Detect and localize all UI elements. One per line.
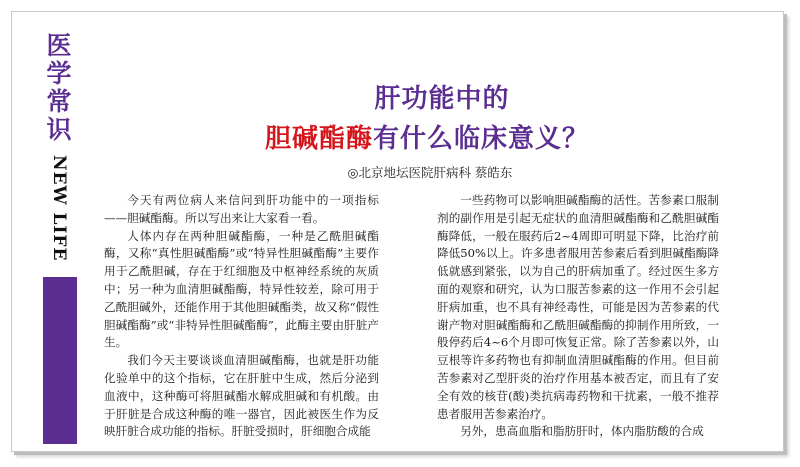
paragraph: 人体内存在两种胆碱酯酶，一种是乙酰胆碱酯酶，又称“真性胆碱酯酶”或“特异性胆碱酯酶”主要作用于乙酰胆碱，存在于红细胞及中枢神经系统的灰质中；另一种为血清胆碱酯酶，特异性较差，除可用于乙酰胆碱外，还能作用于其他胆碱酯类，故又称“假性胆碱酯酶”或“非特异性胆碱酯酶”，此酶主要由肝脏产生。 <box>104 228 379 350</box>
article-title-line2 <box>217 118 637 155</box>
section-title: 医学常识 <box>46 31 72 144</box>
article-column-right <box>437 192 719 441</box>
article-byline: ◎北京地坛医院肝病科 蔡皓东 <box>347 165 513 180</box>
article-column-left <box>104 192 379 441</box>
paragraph: 另外，患高血脂和脂肪肝时，体内脂肪酸的合成 <box>460 424 704 439</box>
article-title-rest: 有什么临床意义？ <box>373 124 590 154</box>
section-subtitle: NEW LIFE <box>49 155 69 262</box>
paragraph: 我们今天主要谈谈血清胆碱酯酶，也就是肝功能化验单中的这个指标，它在肝脏中生成，然后分泌到血液中，这种酶可将胆碱酯水解成胆碱和有机酸。由于肝脏是合成这种酶的唯一器官，因此被医生作为反映肝脏合成功能的指标。肝脏受损时，肝细胞合成能 <box>104 353 379 439</box>
article-title-line1: 肝功能中的 <box>374 84 510 114</box>
paragraph: 今天有两位病人来信问到肝功能中的一项指标——胆碱酯酶。所以写出来让大家看一看。 <box>104 193 379 225</box>
section-color-bar <box>43 277 77 444</box>
article-title-highlight: 胆碱酯酶 <box>264 124 373 154</box>
magazine-page <box>11 11 784 452</box>
paragraph: 一些药物可以影响胆碱酯酶的活性。苦参素口服制剂的副作用是引起无症状的血清胆碱酯酶和乙酰胆碱酯酶降低，一般在服药后2~4周即可明显下降，比治疗前降低50%以上。许多患者服用苦参素后看到胆碱酯酶降低就感到紧张，以为自己的肝病加重了。经过医生多方面的观察和研究，认为口服苦参素的这一作用不会引起肝病加重，也不具有神经毒性，可能是因为苦参素的代谢产物对胆碱酯酶和乙酰胆碱酯酶的抑制作用所致，一般停药后4~6个月即可恢复正常。除了苦参素以外，山豆根等许多药物也有抑制血清胆碱酯酶的作用。但目前苦参素对乙型肝炎的治疗作用基本被否定，而且有了安全有效的核苷(酸)类抗病毒药物和干扰素，一般不推荐患者服用苦参素治疗。 <box>437 193 719 421</box>
